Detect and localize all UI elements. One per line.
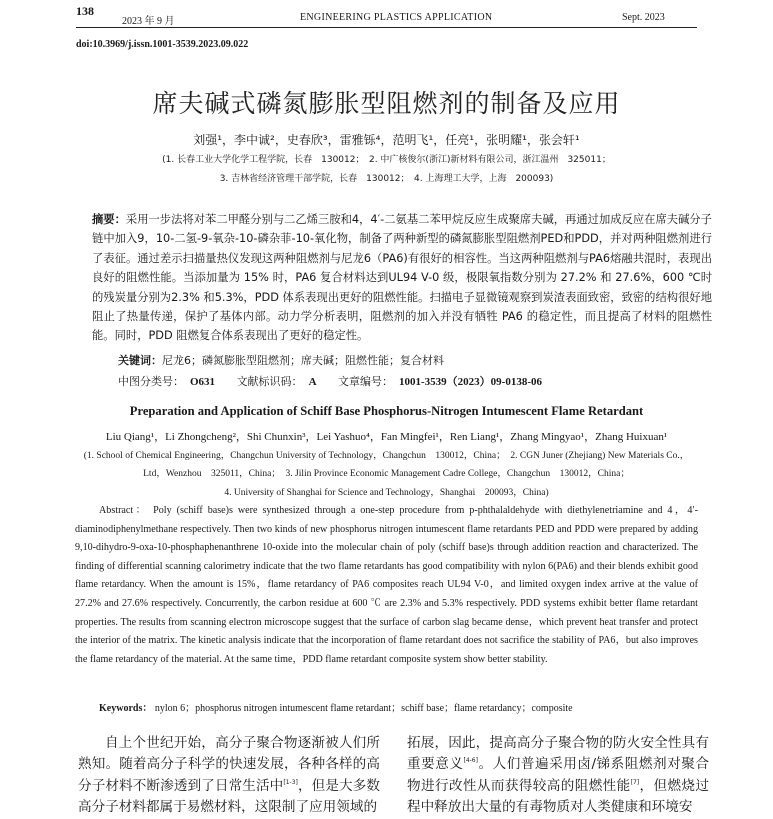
- body-column-left: [78, 733, 380, 819]
- keywords-en-text: nylon 6；phosphorus nitrogen intumescent flame retardant；schiff base；flame retardancy；composite: [154, 703, 573, 714]
- issue-date-cn: 2023 年 9 月: [122, 16, 175, 27]
- body-text: 自上个世纪开始，高分子聚合物逐渐被人们所熟知。随着高分子科学的快速发展，各种各样的高分子材料不断渗透到了日常生活中: [78, 735, 380, 794]
- body-text: ，但燃烧过程中释放出大量的有毒物质对人类健康和环境安: [407, 777, 710, 816]
- keywords-cn: [118, 352, 444, 368]
- affiliation-cn-line-1: (1. 长春工业大学化学工程学院，长春 130012； 2. 中广核俊尔(浙江)新材料有限公司，浙江温州 325011；: [162, 155, 611, 165]
- body-column-right: [407, 733, 709, 819]
- article-number-label: 文章编号：: [338, 375, 394, 388]
- keywords-cn-text: 尼龙6；磷氮膨胀型阻燃剂；席夫碱；阻燃性能；复合材料: [162, 354, 444, 367]
- doc-code-value: A: [308, 376, 317, 388]
- abstract-cn: [92, 210, 712, 346]
- citation-ref[interactable]: [4-6]: [463, 757, 478, 765]
- citation-ref[interactable]: [1-3]: [283, 778, 298, 786]
- page-number: 138: [76, 4, 94, 18]
- clc-label: 中图分类号：: [118, 375, 184, 388]
- body-text: 拓展，因此，提高高分子聚合物的防火安全性具有重要意义: [407, 735, 709, 773]
- header-rule: [76, 27, 697, 28]
- keywords-en: [99, 699, 573, 714]
- abstract-cn-text: 采用一步法将对苯二甲醛分别与二乙烯三胺和4，4′-二氨基二苯甲烷反应生成聚席夫碱，再通过加成反应在席夫碱分子链中加入9，10-二氢-9-氧杂-10-磷杂菲-10-氧化物，制备了两种新型的磷氮膨胀型阻燃剂PED和PDD，并对两种阻燃剂进行了表征。通过差示扫描量热仪发现这两种阻燃剂与尼龙6（PA6)有很好的相容性。当这两种阻燃剂与PA6熔融共混时，表现出良好的阻燃性能。当添加量为 15% 时，PA6 复合材料达到UL94 V-0 级，极限氧指数分别为 27.2% 和 27.6%，600 ℃时的残炭量分别为2.3% 和5.3%，PDD 体系表现出更好的阻燃性能。扫描电子显微镜观察到炭渣表面致密，致密的结构很好地阻止了热量传递，保护了基体内部。动力学分析表明，阻燃剂的加入并没有牺牲 PA6 的稳定性，而且提高了材料的阻燃性能。同时，PDD 阻燃复合体系表现出了更好的稳定性。: [92, 213, 712, 343]
- abstract-en-text: Poly (schiff base)s were synthesized through a one-step procedure from p-phthalaldehyde with diethylenetriamine and 4，4′-diaminodiphenylmethane respectively. Then two kinds of new phosphorus nitrogen intumescent flame retardants PED and PDD were prepared by adding 9,10-dihydro-9-oxa-10-phosphaphenanthrene 10-oxide into the molecular chain of poly (schiff base)s through addition reaction and characterized. The finding of differential scanning calorimetry indicate that the two flame retardants has good compatibility with nylon 6(PA6) and their blends exhibit good flame retardancy. When the amount is 15%，flame retardancy of PA6 composites reach UL94 V-0，and limited oxygen index arrive at the value of 27.2% and 27.6% respectively. Concurrently, the carbon residue at 600 ℃ are 2.3% and 5.3% respectively. PDD systems exhibit better flame retardant properties. The results from scanning electron microscope suggest that the surface of carbon slag became dense，which prevent heat transfer and protect the interior of the matrix. The kinetic analysis indicate that the incorporation of flame retardant does not sacrifice the stability of PA6，but also improves the flame retardancy of the material. At the same time，PDD flame retardant composite system show better stability.: [75, 505, 698, 665]
- citation-ref[interactable]: [7]: [630, 778, 640, 786]
- affiliation-cn-line-2: 3. 吉林省经济管理干部学院，长春 130012； 4. 上海理工大学，上海 200093): [219, 174, 554, 184]
- journal-name: ENGINEERING PLASTICS APPLICATION: [300, 12, 493, 23]
- running-head: [0, 4, 773, 28]
- doi[interactable]: doi:10.3969/j.issn.1001-3539.2023.09.022: [76, 39, 249, 50]
- classification-cn: [118, 373, 560, 389]
- doc-code-label: 文献标识码：: [236, 375, 303, 388]
- body-paragraph: [78, 733, 380, 819]
- body-text: ，但是大多数高分子材料都属于易燃材料，这限制了应用领域的: [78, 777, 381, 816]
- affiliation-en-line-1: (1. School of Chemical Engineering，Changchun University of Technology，Changchun 130012，China； 2. CGN Juner (Zhejiang) New Materials Co.，: [83, 451, 690, 461]
- author-list-cn: 刘强¹，李中诚²，史春欣³，雷雅铄⁴，范明飞¹，任亮¹，张明耀¹，张会轩¹: [193, 133, 580, 147]
- affiliation-en-line-3: 4. University of Shanghai for Science and Technology，Shanghai 200093，China): [224, 488, 549, 498]
- body-paragraph: [407, 733, 709, 819]
- affiliation-en-line-2: Ltd，Wenzhou 325011，China； 3. Jilin Province Economic Management Cadre College，Changchun 130012，China；: [143, 469, 630, 479]
- abstract-en: [75, 502, 698, 669]
- article-title-cn: 席夫碱式磷氮膨胀型阻燃剂的制备及应用: [152, 89, 621, 118]
- body-text: 。人们普遍采用卤/锑系阻燃剂对聚合物进行改性从而获得较高的阻燃性能: [407, 756, 709, 794]
- issue-date-en: Sept. 2023: [622, 12, 665, 23]
- abstract-cn-label: 摘要：: [92, 213, 126, 226]
- author-list-en: Liu Qiang¹，Li Zhongcheng²，Shi Chunxin³，Lei Yashuo⁴，Fan Mingfei¹，Ren Liang¹，Zhang Mingyao¹，Zhang Huixuan¹: [105, 431, 668, 443]
- abstract-en-label: Abstract：: [99, 505, 149, 516]
- article-number-value: 1001-3539（2023）09-0138-06: [399, 376, 543, 388]
- keywords-cn-label: 关键词：: [118, 354, 162, 367]
- article-title-en: Preparation and Application of Schiff Base Phosphorus-Nitrogen Intumescent Flame Retardant: [129, 404, 644, 418]
- keywords-en-label: Keywords：: [99, 703, 153, 714]
- clc-value: O631: [190, 376, 216, 388]
